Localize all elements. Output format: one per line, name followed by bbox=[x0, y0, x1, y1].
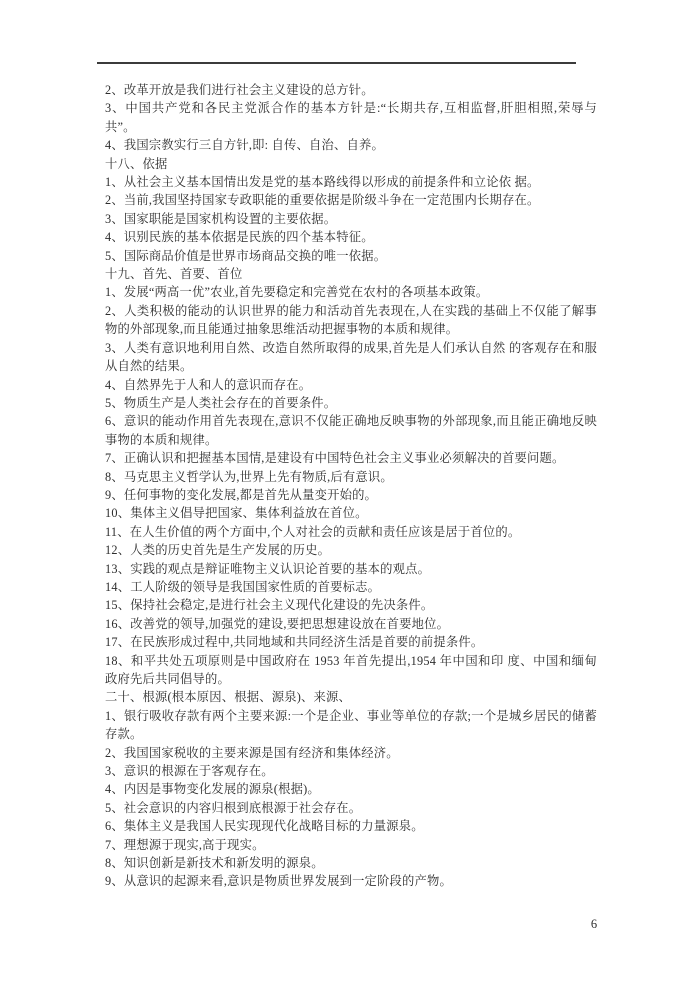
list-item: 2、当前,我国坚持国家专政职能的重要依据是阶级斗争在一定范围内长期存在。 bbox=[105, 193, 540, 208]
document-content bbox=[105, 81, 597, 891]
list-item: 5、国际商品价值是世界市场商品交换的唯一依据。 bbox=[105, 248, 387, 263]
list-item: 2、人类积极的能动的认识世界的能力和活动首先表现在,人在实践的基础上不仅能了解事物的外部现象,而且能通过抽象思维活动把握事物的本质和规律。 bbox=[105, 303, 597, 337]
list-item: 3、中国共产党和各民主党派合作的基本方针是:“长期共存,互相监督,肝胆相照,荣辱与共”。 bbox=[105, 101, 597, 134]
list-item: 12、人类的历史首先是生产发展的历史。 bbox=[105, 543, 331, 558]
list-item: 1、银行吸收存款有两个主要来源:一个是企业、事业等单位的存款;一个是城乡居民的储蓄存款。 bbox=[105, 708, 597, 742]
list-item: 8、知识创新是新技术和新发明的源泉。 bbox=[105, 856, 324, 871]
list-item: 4、内因是事物变化发展的源泉(根据)。 bbox=[105, 782, 320, 797]
header-rule bbox=[97, 62, 576, 64]
list-item: 3、意识的根源在于客观存在。 bbox=[105, 764, 274, 779]
list-item: 4、识别民族的基本依据是民族的四个基本特征。 bbox=[105, 230, 374, 245]
list-item: 6、集体主义是我国人民实现现代化战略目标的力量源泉。 bbox=[105, 819, 424, 834]
section-heading: 二十、根源(根本原因、根据、源泉)、来源、 bbox=[105, 690, 352, 705]
list-item: 2、改革开放是我们进行社会主义建设的总方针。 bbox=[105, 83, 374, 97]
list-item: 1、发展“两高一优”农业,首先要稳定和完善党在农村的各项基本政策。 bbox=[105, 285, 489, 300]
list-item: 14、工人阶级的领导是我国国家性质的首要标志。 bbox=[105, 579, 381, 594]
list-item: 6、意识的能动作用首先表现在,意识不仅能正确地反映事物的外部现象,而且能正确地反映事物的本质和规律。 bbox=[105, 414, 597, 447]
list-item: 13、实践的观点是辩证唯物主义认识论首要的基本的观点。 bbox=[105, 561, 431, 576]
list-item: 18、和平共处五项原则是中国政府在 1953 年首先提出,1954 年中国和印 度、中国和缅甸政府先后共同倡导的。 bbox=[105, 653, 597, 686]
section-heading: 十八、依据 bbox=[105, 156, 168, 171]
list-item: 2、我国国家税收的主要来源是国有经济和集体经济。 bbox=[105, 745, 399, 760]
page-number: 6 bbox=[590, 917, 598, 931]
list-item: 10、集体主义倡导把国家、集体利益放在首位。 bbox=[105, 506, 368, 521]
list-item: 16、改善党的领导,加强党的建设,要把思想建设放在首要地位。 bbox=[105, 616, 450, 631]
list-item: 3、国家职能是国家机构设置的主要依据。 bbox=[105, 211, 337, 226]
list-item: 4、自然界先于人和人的意识而存在。 bbox=[105, 377, 312, 392]
section-heading: 十九、首先、首要、首位 bbox=[105, 267, 243, 282]
list-item: 3、人类有意识地利用自然、改造自然所取得的成果,首先是人们承认自然 的客观存在和服从自然的结果。 bbox=[105, 340, 597, 374]
list-item: 5、物质生产是人类社会存在的首要条件。 bbox=[105, 395, 337, 410]
list-item: 7、理想源于现实,高于现实。 bbox=[105, 837, 265, 852]
list-item: 11、在人生价值的两个方面中,个人对社会的贡献和责任应该是居于首位的。 bbox=[105, 524, 521, 539]
list-item: 7、正确认识和把握基本国情,是建设有中国特色社会主义事业必须解决的首要问题。 bbox=[105, 451, 565, 466]
list-item: 9、任何事物的变化发展,都是首先从量变开始的。 bbox=[105, 487, 378, 502]
list-item: 5、社会意识的内容归根到底根源于社会存在。 bbox=[105, 800, 362, 815]
list-item: 9、从意识的起源来看,意识是物质世界发展到一定阶段的产物。 bbox=[105, 874, 453, 889]
list-item: 15、保持社会稳定,是进行社会主义现代化建设的先决条件。 bbox=[105, 598, 434, 613]
list-item: 4、我国宗教实行三自方针,即: 自传、自治、自养。 bbox=[105, 138, 384, 153]
list-item: 17、在民族形成过程中,共同地域和共同经济生活是首要的前提条件。 bbox=[105, 635, 484, 650]
list-item: 8、马克思主义哲学认为,世界上先有物质,后有意识。 bbox=[105, 469, 393, 484]
list-item: 1、从社会主义基本国情出发是党的基本路线得以形成的前提条件和立论依 据。 bbox=[105, 175, 540, 190]
